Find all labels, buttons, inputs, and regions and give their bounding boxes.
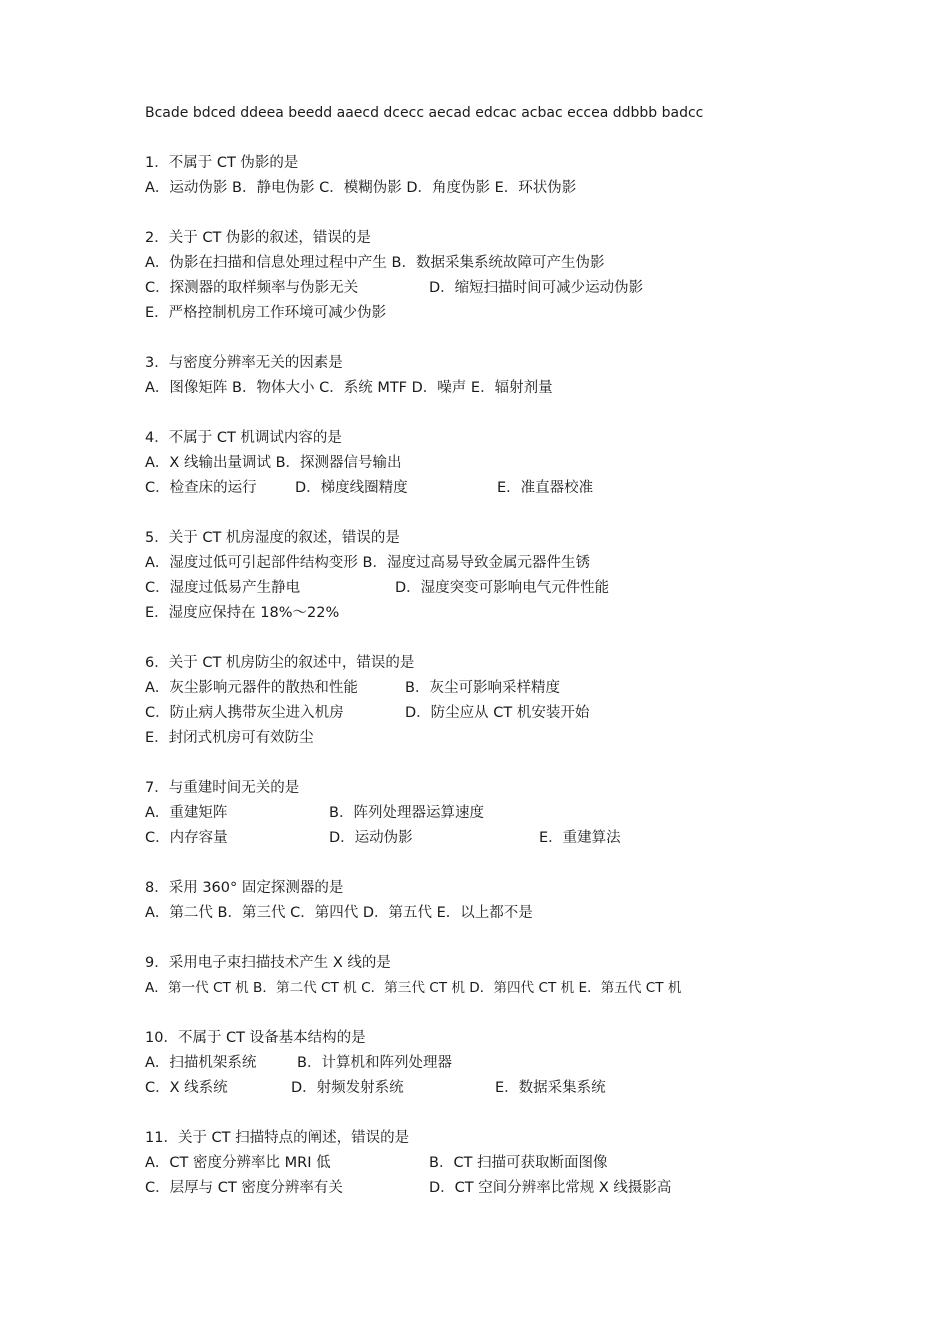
option-text: B．CT 扫描可获取断面图像 — [429, 1155, 608, 1171]
question-2 — [145, 226, 865, 326]
question-stem: 10．不属于 CT 设备基本结构的是 — [145, 1030, 366, 1046]
option-text: A．第一代 CT 机 B．第二代 CT 机 C．第三代 CT 机 D．第四代 CT 机 E．第五代 CT 机 — [145, 980, 682, 996]
option-text: B．计算机和阵列处理器 — [297, 1055, 452, 1071]
option-text: A．第二代 B．第三代 C．第四代 D．第五代 E．以上都不是 — [145, 905, 533, 921]
option-text: A．扫描机架系统 — [145, 1055, 257, 1071]
option-text: D．湿度突变可影响电气元件性能 — [395, 580, 610, 596]
option-text: D．射频发射系统 — [291, 1080, 404, 1096]
option-row — [145, 901, 865, 926]
question-stem: 8．采用 360° 固定探测器的是 — [145, 880, 344, 896]
question-stem: 6．关于 CT 机房防尘的叙述中，错误的是 — [145, 655, 415, 671]
option-row — [145, 1151, 865, 1176]
option-row — [145, 601, 865, 626]
question-stem: 9．采用电子束扫描技术产生 X 线的是 — [145, 955, 391, 971]
question-1 — [145, 151, 865, 201]
option-text: D．缩短扫描时间可减少运动伪影 — [429, 280, 644, 296]
option-text: C．湿度过低易产生静电 — [145, 580, 301, 596]
question-stem: 4．不属于 CT 机调试内容的是 — [145, 430, 342, 446]
option-text: A．灰尘影响元器件的散热和性能 — [145, 680, 358, 696]
option-row — [145, 676, 865, 701]
question-8 — [145, 876, 865, 926]
option-text: E．重建算法 — [539, 830, 621, 846]
question-11 — [145, 1126, 865, 1201]
option-row — [145, 476, 865, 501]
option-row — [145, 376, 865, 401]
option-row — [145, 1051, 865, 1076]
option-text: C．检查床的运行 — [145, 480, 257, 496]
option-text: C．内存容量 — [145, 830, 228, 846]
option-text: C．层厚与 CT 密度分辨率有关 — [145, 1180, 343, 1196]
question-4 — [145, 426, 865, 501]
option-row — [145, 726, 865, 751]
option-row — [145, 176, 865, 201]
option-row — [145, 576, 865, 601]
option-row — [145, 451, 865, 476]
option-row — [145, 1076, 865, 1101]
option-text: A．湿度过低可引起部件结构变形 B．湿度过高易导致金属元器件生锈 — [145, 555, 590, 571]
option-text: A．X 线输出量调试 B．探测器信号输出 — [145, 455, 402, 471]
question-stem: 7．与重建时间无关的是 — [145, 780, 300, 796]
question-5 — [145, 526, 865, 626]
question-3 — [145, 351, 865, 401]
option-row — [145, 251, 865, 276]
option-text: C．探测器的取样频率与伪影无关 — [145, 280, 359, 296]
option-text: A．伪影在扫描和信息处理过程中产生 B．数据采集系统故障可产生伪影 — [145, 255, 605, 271]
question-6 — [145, 651, 865, 751]
option-row — [145, 551, 865, 576]
option-text: B．阵列处理器运算速度 — [329, 805, 484, 821]
option-text: E．湿度应保持在 18%～22% — [145, 605, 340, 621]
question-stem: 11．关于 CT 扫描特点的阐述，错误的是 — [145, 1130, 410, 1146]
option-row — [145, 801, 865, 826]
option-row — [145, 301, 865, 326]
option-text: A．图像矩阵 B．物体大小 C．系统 MTF D．噪声 E．辐射剂量 — [145, 380, 553, 396]
question-7 — [145, 776, 865, 851]
option-text: D．运动伪影 — [329, 830, 413, 846]
option-text: A．CT 密度分辨率比 MRI 低 — [145, 1155, 331, 1171]
option-text: D．梯度线圈精度 — [295, 480, 408, 496]
option-row — [145, 826, 865, 851]
option-text: C．防止病人携带灰尘进入机房 — [145, 705, 344, 721]
option-row — [145, 976, 865, 1001]
option-text: E．准直器校准 — [497, 480, 594, 496]
option-text: B．灰尘可影响采样精度 — [405, 680, 560, 696]
option-row — [145, 276, 865, 301]
option-text: A．运动伪影 B．静电伪影 C．模糊伪影 D．角度伪影 E．环状伪影 — [145, 180, 577, 196]
question-stem: 3．与密度分辨率无关的因素是 — [145, 355, 343, 371]
option-row — [145, 1176, 865, 1201]
option-text: C．X 线系统 — [145, 1080, 228, 1096]
option-text: E．严格控制机房工作环境可减少伪影 — [145, 305, 387, 321]
option-text: E．数据采集系统 — [495, 1080, 606, 1096]
document-content — [145, 101, 865, 1201]
question-9 — [145, 951, 865, 1001]
question-stem: 5．关于 CT 机房湿度的叙述，错误的是 — [145, 530, 400, 546]
answer-key-line: Bcade bdced ddeea beedd aaecd dcecc aecad edcac acbac eccea ddbbb badcc — [145, 105, 704, 121]
question-stem: 2．关于 CT 伪影的叙述，错误的是 — [145, 230, 371, 246]
option-text: A．重建矩阵 — [145, 805, 228, 821]
option-text: E．封闭式机房可有效防尘 — [145, 730, 314, 746]
option-text: D．CT 空间分辨率比常规 X 线摄影高 — [429, 1180, 672, 1196]
question-stem: 1．不属于 CT 伪影的是 — [145, 155, 299, 171]
question-10 — [145, 1026, 865, 1101]
option-text: D．防尘应从 CT 机安装开始 — [405, 705, 590, 721]
option-row — [145, 701, 865, 726]
